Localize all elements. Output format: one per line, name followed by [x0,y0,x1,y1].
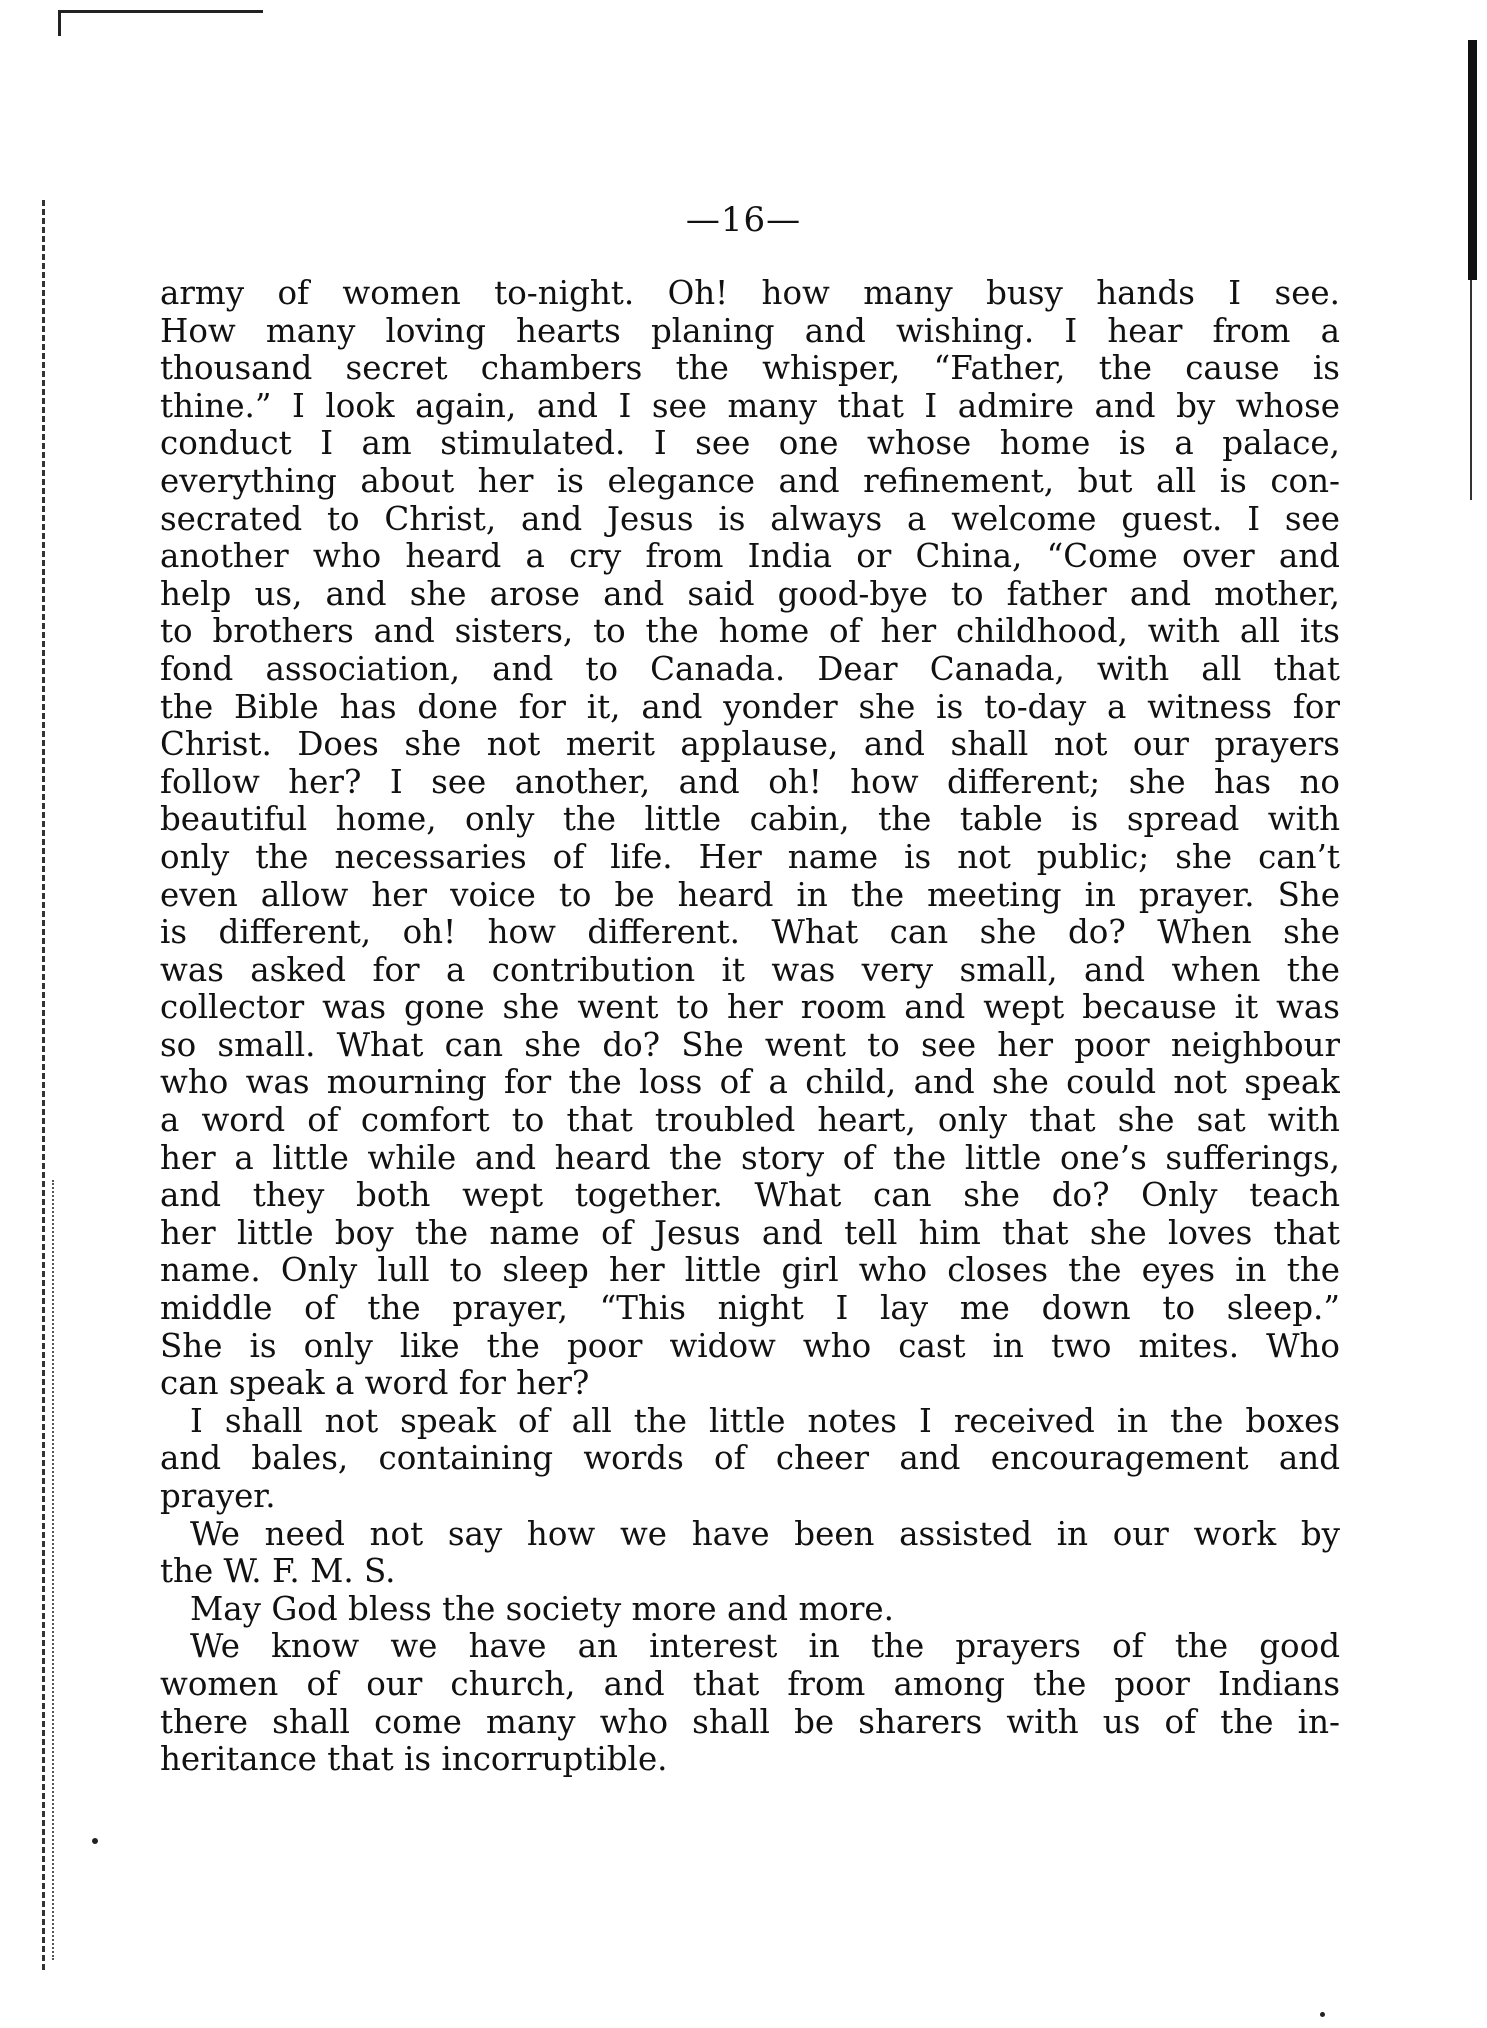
text-line: her a little while and heard the story of the little one’s sufferings, [160,1139,1340,1177]
scan-stray-dot [92,1838,98,1844]
text-line: who was mourning for the loss of a child, and she could not speak [160,1064,1340,1102]
text-line: the W. F. M. S. [160,1553,396,1591]
text-line: was asked for a contribution it was very small, and when the [160,951,1340,989]
text-line: army of women to-night. Oh! how many busy hands I see. [160,275,1340,312]
text-line: even allow her voice to be heard in the meeting in prayer. She [160,876,1340,914]
text-line: to brothers and sisters, to the home of her childhood, with all its [160,613,1340,651]
text-line: conduct I am stimulated. I see one whose home is a palace, [160,425,1340,463]
text-line: We need not say how we have been assisted in our work by [190,1515,1340,1553]
text-line: How many loving hearts planing and wishing. I hear from a [160,312,1340,350]
scan-stray-dot [1320,2012,1325,2017]
page-number: —16— [685,200,802,240]
text-line: beautiful home, only the little cabin, the table is spread with [160,801,1340,839]
scan-corner-tick [58,10,61,36]
text-line: another who heard a cry from India or China, “Come over and [160,538,1340,576]
text-line: a word of comfort to that troubled heart, only that she sat with [160,1102,1340,1140]
text-line: May God bless the society more and more. [190,1590,894,1628]
body-text [160,275,1340,1779]
scan-right-edge-thin-bar [1470,280,1472,500]
scan-right-edge-bar [1468,40,1477,280]
text-line: and bales, containing words of cheer and encouragement and [160,1440,1340,1478]
text-line: follow her? I see another, and oh! how different; she has no [160,763,1340,801]
text-line: and they both wept together. What can she do? Only teach [160,1177,1340,1215]
text-line: women of our church, and that from among the poor Indians [160,1665,1340,1703]
text-line: Christ. Does she not merit applause, and shall not our prayers [160,726,1340,764]
text-line: collector was gone she went to her room and wept because it was [160,989,1340,1027]
text-line: I shall not speak of all the little notes I received in the boxes [190,1402,1340,1440]
text-line: so small. What can she do? She went to see her poor neighbour [160,1026,1340,1064]
scan-left-margin-line-secondary [52,1180,54,1960]
text-line: heritance that is incorruptible. [160,1741,668,1779]
text-line: She is only like the poor widow who cast in two mites. Who [160,1327,1340,1365]
text-line: thousand secret chambers the whisper, “Father, the cause is [160,350,1340,388]
text-line: fond association, and to Canada. Dear Canada, with all that [160,650,1340,688]
text-line: prayer. [160,1478,276,1515]
text-line: everything about her is elegance and refinement, but all is con- [160,462,1340,500]
text-line: is different, oh! how different. What can she do? When she [160,914,1340,952]
text-line: the Bible has done for it, and yonder she is to-day a witness for [160,688,1340,726]
text-line: thine.” I look again, and I see many that I admire and by whose [160,387,1340,425]
text-line: there shall come many who shall be sharers with us of the in- [160,1703,1340,1741]
text-line: her little boy the name of Jesus and tell him that she loves that [160,1214,1340,1252]
text-line: name. Only lull to sleep her little girl who closes the eyes in the [160,1252,1340,1290]
scan-left-margin-line [42,200,45,1970]
scan-corner-line [58,10,263,13]
text-line: secrated to Christ, and Jesus is always a welcome guest. I see [160,500,1340,538]
text-line: middle of the prayer, “This night I lay me down to sleep.” [160,1290,1340,1328]
text-line: help us, and she arose and said good-bye to father and mother, [160,575,1340,613]
text-line: can speak a word for her? [160,1365,590,1403]
text-line: only the necessaries of life. Her name is not public; she can’t [160,838,1340,876]
text-line: We know we have an interest in the prayers of the good [190,1628,1340,1666]
